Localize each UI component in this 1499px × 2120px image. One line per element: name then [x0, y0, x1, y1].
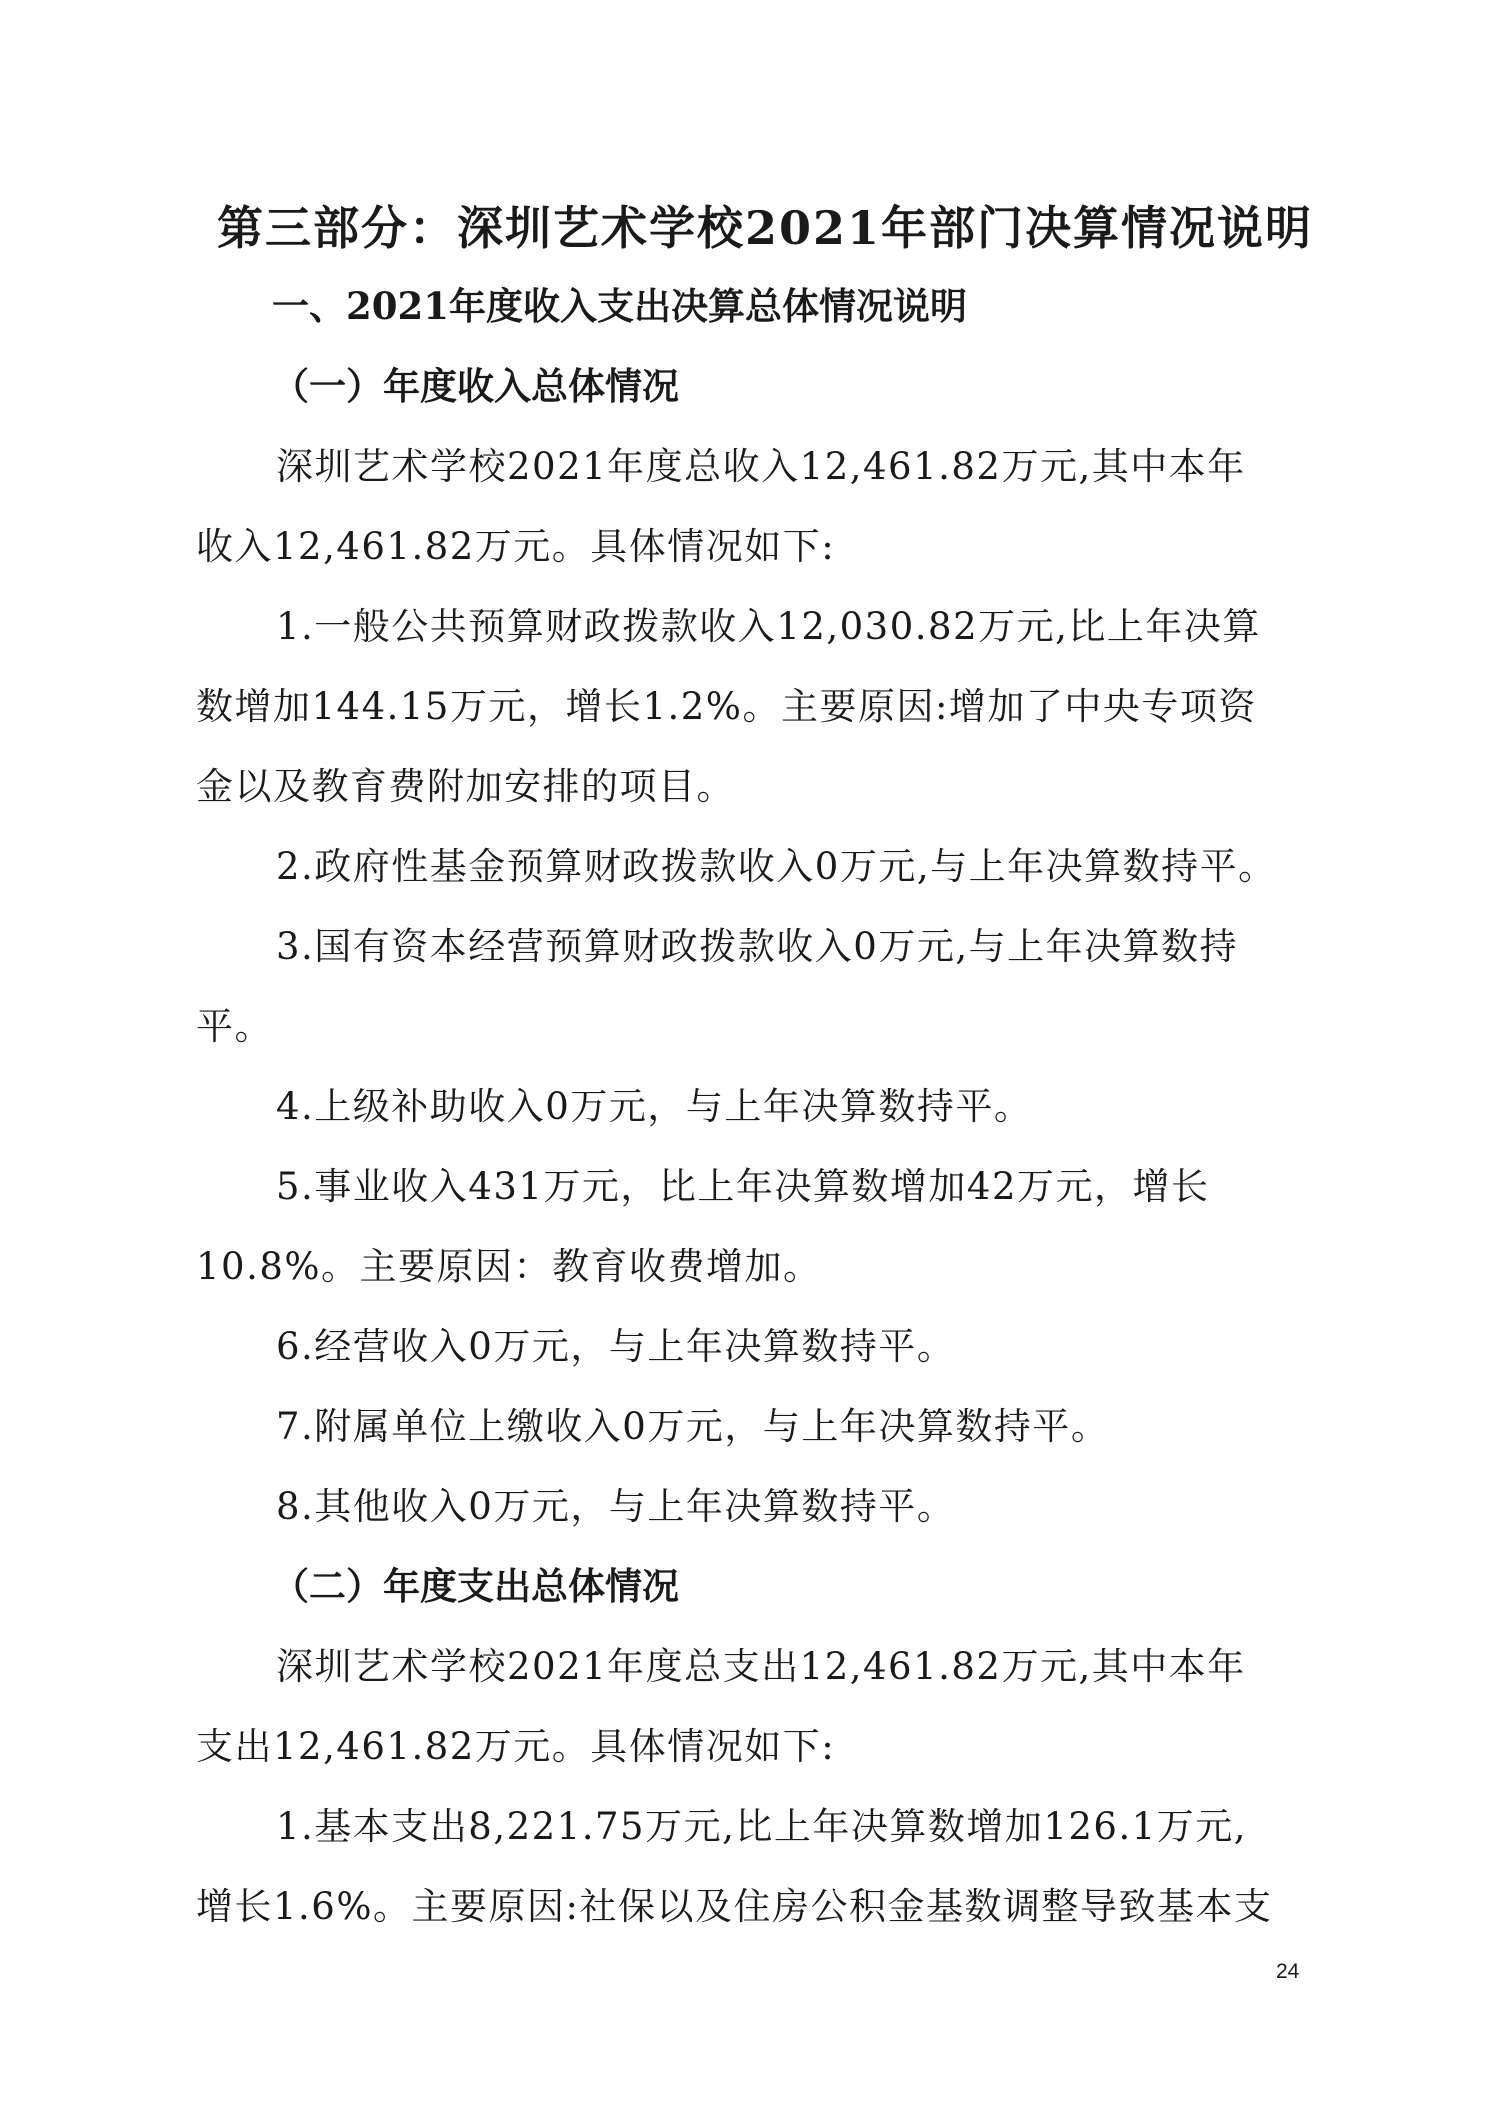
- paragraph-line: 2.政府性基金预算财政拨款收入0万元,与上年决算数持平。: [276, 845, 1277, 888]
- paragraph-line: 收入12,461.82万元。具体情况如下:: [196, 525, 836, 568]
- paragraph-line: 支出12,461.82万元。具体情况如下:: [196, 1725, 836, 1768]
- paragraph-line: 数增加144.15万元，增长1.2%。主要原因:增加了中央专项资: [196, 685, 1257, 728]
- paragraph-line: 8.其他收入0万元，与上年决算数持平。: [276, 1485, 956, 1528]
- paragraph-line: 6.经营收入0万元，与上年决算数持平。: [276, 1325, 956, 1368]
- paragraph-line: 深圳艺术学校2021年度总支出12,461.82万元,其中本年: [276, 1645, 1246, 1688]
- paragraph-line: 金以及教育费附加安排的项目。: [196, 765, 735, 808]
- paragraph-line: 3.国有资本经营预算财政拨款收入0万元,与上年决算数持: [276, 925, 1239, 968]
- paragraph-line: 深圳艺术学校2021年度总收入12,461.82万元,其中本年: [276, 445, 1246, 488]
- paragraph-line: 7.附属单位上缴收入0万元，与上年决算数持平。: [276, 1405, 1110, 1448]
- income-heading: （一）年度收入总体情况: [272, 364, 679, 408]
- paragraph-line: 增长1.6%。主要原因:社保以及住房公积金基数调整导致基本支: [196, 1885, 1273, 1928]
- page-title: 第三部分：深圳艺术学校2021年部门决算情况说明: [216, 201, 1314, 255]
- expenditure-heading: （二）年度支出总体情况: [272, 1564, 679, 1608]
- paragraph-line: 10.8%。主要原因：教育收费增加。: [196, 1245, 822, 1288]
- paragraph-line: 1.一般公共预算财政拨款收入12,030.82万元,比上年决算: [276, 605, 1261, 648]
- section-heading: 一、2021年度收入支出决算总体情况说明: [272, 284, 967, 328]
- page-number: 24: [1276, 1960, 1300, 1983]
- paragraph-line: 平。: [196, 1005, 273, 1048]
- paragraph-line: 4.上级补助收入0万元，与上年决算数持平。: [276, 1085, 1033, 1128]
- paragraph-line: 5.事业收入431万元，比上年决算数增加42万元，增长: [276, 1165, 1210, 1208]
- paragraph-line: 1.基本支出8,221.75万元,比上年决算数增加126.1万元,: [276, 1805, 1248, 1848]
